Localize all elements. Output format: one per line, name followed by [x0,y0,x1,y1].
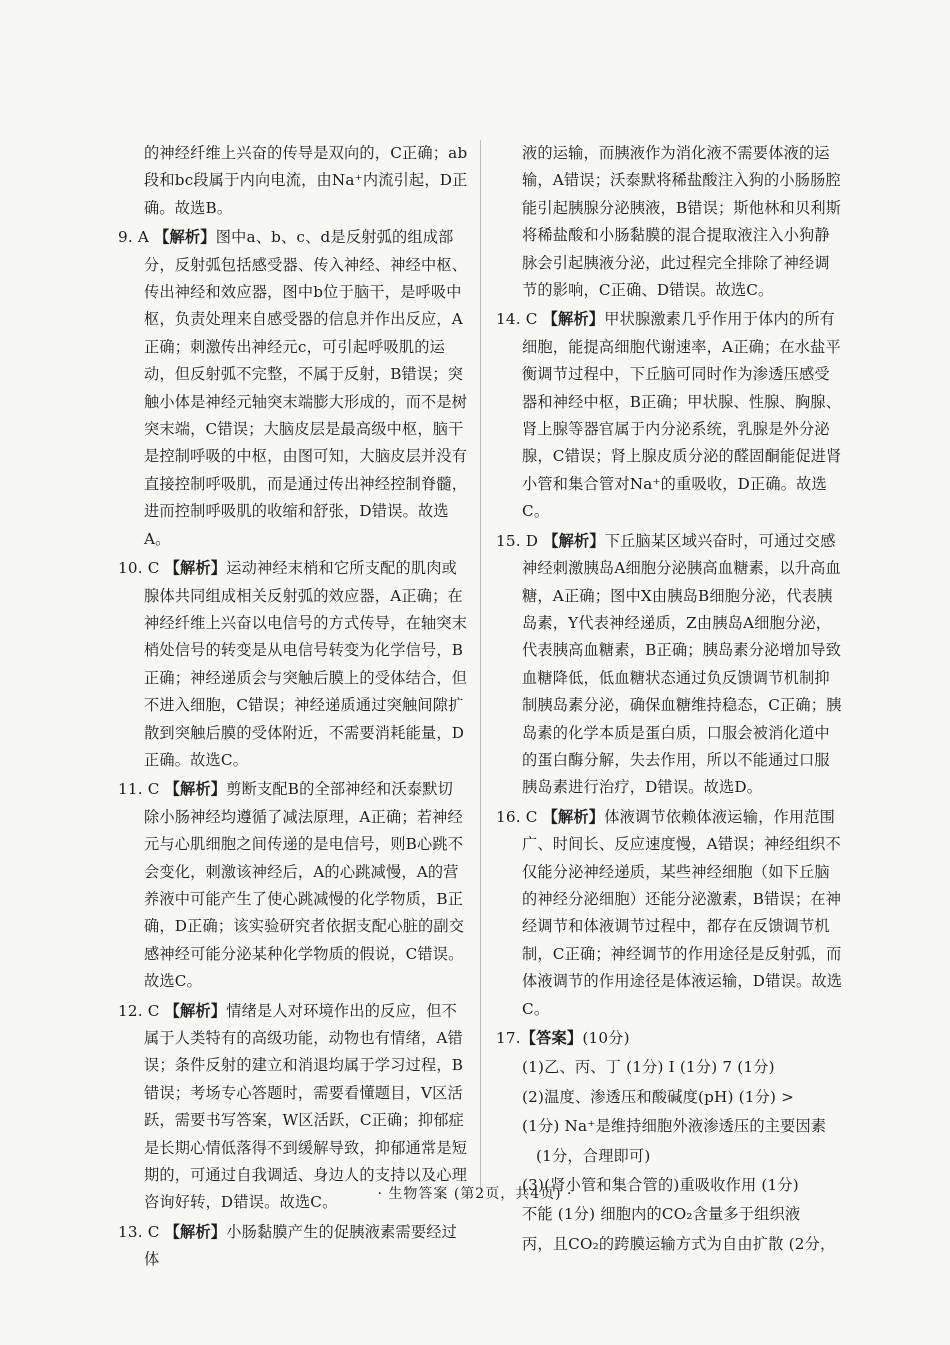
answer-item-10 [118,555,468,774]
column-divider [480,140,481,1190]
item-number: 16. C [496,807,538,826]
item-number: 17. [496,1029,521,1047]
item-text: 运动神经末梢和它所支配的肌肉或腺体共同组成相关反射弧的效应器，A正确；在神经纤维上兴奋以电信号的方式传导，在轴突末梢处信号的转变是从电信号转变为化学信号，B正确；神经递质会与突触后膜上的受体结合，但不进入细胞，C错误；神经递质通过突触间隙扩散到突触后膜的受体附近，不需要消耗能量，D正确。故选C。 [144,559,468,769]
answer-item-16 [496,804,844,1023]
item-text: 甲状腺激素几乎作用于体内的所有细胞，能提高细胞代谢速率，A正确；在水盐平衡调节过程中，下丘脑可同时作为渗透压感受器和神经中枢，B正确；甲状腺、性腺、胸腺、肾上腺等器官属于内分泌系统，乳腺是外分泌腺，C错误；肾上腺皮质分泌的醛固酮能促进肾小管和集合管对Na⁺的重吸收，D正确。故选C。 [522,310,842,521]
answer-item-11 [118,776,468,995]
answer-item-9 [118,224,468,553]
q17-part2: (2)温度、渗透压和酸碱度(pH) (1分) > [522,1087,795,1106]
score-total: (10分) [582,1029,630,1047]
item-number: 14. C [496,310,538,329]
q17-part2-cont: (1分) Na⁺是维持细胞外液渗透压的主要因素 [522,1117,827,1136]
item-number: 9. A [118,228,150,247]
item-text: 剪断支配B的全部神经和沃泰默切除小肠神经均遵循了减法原理，A正确；若神经元与心肌细胞之间传递的是电信号，则B心跳不会变化，刺激该神经后，A的心跳减慢，A的营养液中可能产生了使心跳减慢的化学物质，B正确，D正确；该实验研究者依据支配心脏的副交感神经可能分泌某种化学物质的假说，C错误。故选C。 [144,780,465,991]
page-footer: · 生物答案 (第2页，共4页) · [377,1186,573,1202]
left-column [118,140,468,1276]
analysis-tag: 【解析】 [164,780,227,799]
item-number: 15. D [496,531,539,550]
analysis-tag: 【解析】 [164,559,227,578]
q17-part2-cont2: (1分，合理即可) [536,1146,651,1165]
item-text: 下丘脑某区域兴奋时，可通过交感神经刺激胰岛A细胞分泌胰高血糖素，以升高血糖，A正确；图中X由胰岛B细胞分泌，代表胰岛素，Y代表神经递质，Z由胰岛A细胞分泌，代表胰高血糖素，B正确；胰岛素分泌增加导致血糖降低，低血糖状态通过负反馈调节机制抑制胰岛素分泌，确保血糖维持稳态，C正确；胰岛素的化学本质是蛋白质，口服会被消化道中的蛋白酶分解，失去作用，所以不能通过口服胰岛素进行治疗，D错误。故选D。 [522,531,842,797]
q8-continuation: 的神经纤维上兴奋的传导是双向的，C正确；ab段和bc段属于内向电流，由Na⁺内流引起，D正确。故选B。 [144,144,468,217]
answer-item-14 [496,306,844,525]
answer-item-15 [496,528,844,802]
item-number: 10. C [118,559,160,578]
item-number: 13. C [118,1222,160,1241]
item-number: 11. C [118,780,160,799]
item-text: 体液调节依赖体液运输，作用范围广、时间长、反应速度慢，A错误；神经组织不仅能分泌神经递质，某些神经细胞（如下丘脑的神经分泌细胞）还能分泌激素，B错误；在神经调节和体液调节过程中，都存在反馈调节机制，C正确；神经调节的作用途径是反射弧，而体液调节的作用途径是体液运输，D错误。故选C。 [522,807,843,1018]
analysis-tag: 【解析】 [543,531,605,550]
analysis-tag: 【解析】 [542,310,605,329]
answer-item-17-header [496,1025,844,1052]
analysis-tag: 【解析】 [164,1001,227,1020]
item-text: 情绪是人对环境作出的反应，但不属于人类特有的高级功能，动物也有情绪，A错误；条件反射的建立和消退均属于学习过程，B错误；考场专心答题时，需要看懂题目，V区活跃，需要书写答案，W区活跃，C正确；抑郁症是长期心情低落得不到缓解导致，抑郁通常是短期的，可通过自我调适、身边人的支持以及心理咨询好转，D错误。故选C。 [144,1001,468,1212]
right-column [496,140,844,1260]
analysis-tag: 【解析】 [542,807,605,826]
analysis-tag: 【解析】 [164,1222,227,1241]
analysis-tag: 【解析】 [154,228,216,247]
q13-continuation: 液的运输，而胰液作为消化液不需要体液的运输，A错误；沃泰默将稀盐酸注入狗的小肠肠腔能引起胰腺分泌胰液，B错误；斯他林和贝利斯将稀盐酸和小肠黏膜的混合提取液注入小狗静脉会引起胰液分泌，此过程完全排除了神经调节的影响，C正确、D错误。故选C。 [522,144,842,300]
q17-part3: (3)(肾小管和集合管的)重吸收作用 (1分) [522,1176,799,1195]
q17-part3-cont: 不能 (1分) 细胞内的CO₂含量多于组织液 [522,1205,801,1224]
q17-part3-cont2: 丙，且CO₂的跨膜运输方式为自由扩散 (2分， [522,1234,836,1253]
answer-tag: 【答案】 [520,1029,583,1047]
item-number: 12. C [118,1001,160,1020]
q17-part1: (1)乙、丙、丁 (1分) Ⅰ (1分) 7 (1分) [522,1058,775,1077]
answer-item-13 [118,1219,468,1274]
item-text: 小肠黏膜产生的促胰液素需要经过体 [144,1222,458,1269]
item-text: 图中a、b、c、d是反射弧的组成部分，反射弧包括感受器、传入神经、神经中枢、传出神经和效应器，图中b位于脑干，是呼吸中枢，负责处理来自感受器的信息并作出反应，A正确；刺激传出神经元c，可引起呼吸肌的运动，但反射弧不完整，不属于反射，B错误；突触小体是神经元轴突末端膨大形成的，而不是树突末端，C错误；大脑皮层是最高级中枢，脑干是控制呼吸的中枢，由图可知，大脑皮层并没有直接控制呼吸肌，而是通过传出神经控制脊髓，进而控制呼吸肌的收缩和舒张，D错误。故选A。 [144,228,468,548]
